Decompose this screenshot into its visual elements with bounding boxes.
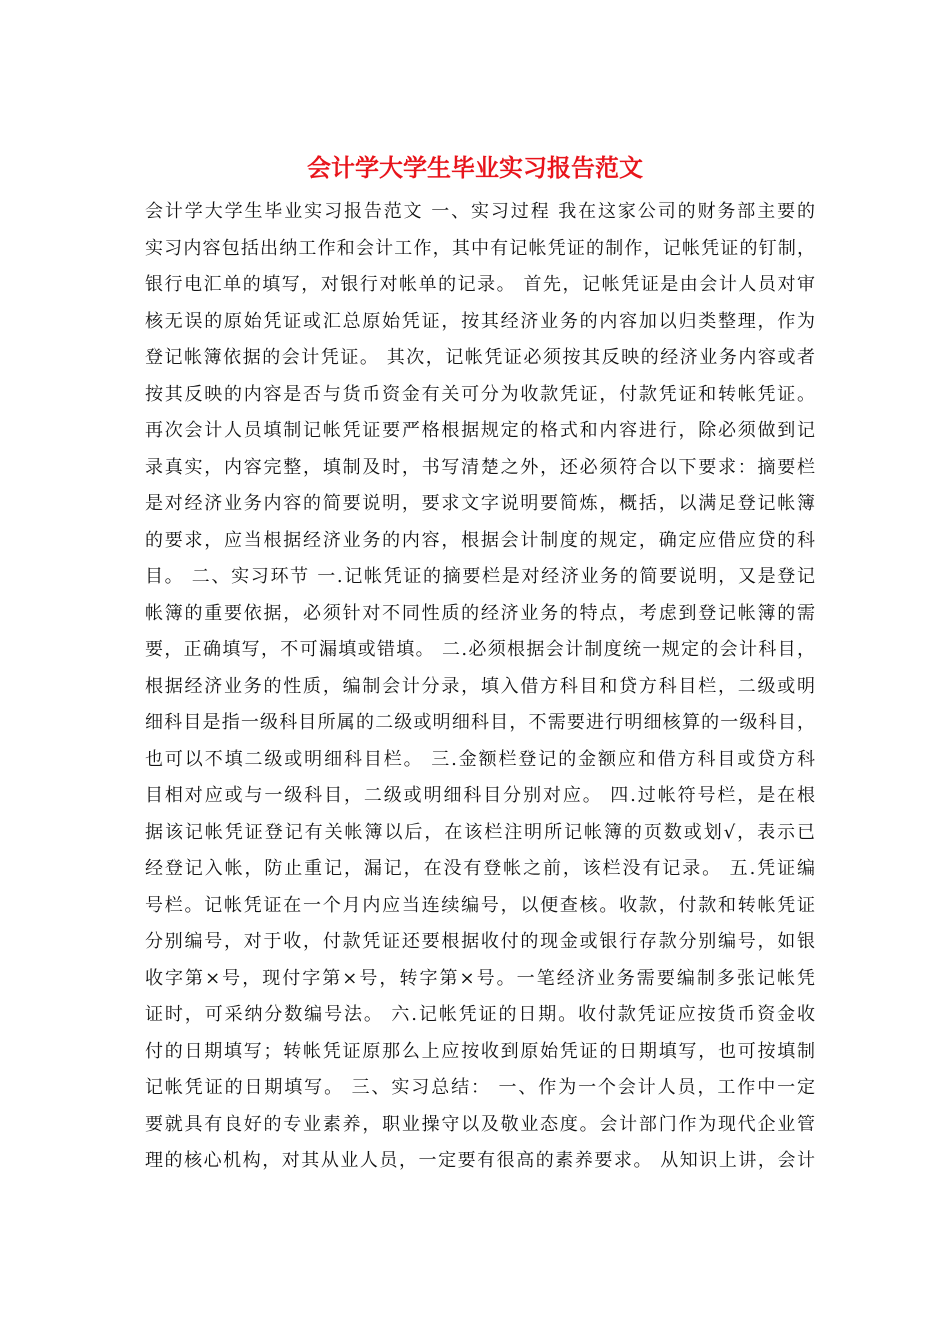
body-line: 也可以不填二级或明细科目栏。 三.金额栏登记的金额应和借方科目或贷方科	[145, 748, 815, 770]
body-line: 细科目是指一级科目所属的二级或明细科目，不需要进行明细核算的一级科目，	[145, 712, 815, 733]
document-body	[145, 194, 815, 1180]
body-line: 的要求，应当根据经济业务的内容，根据会计制度的规定，确定应借应贷的科	[145, 529, 815, 551]
body-line: 根据经济业务的性质，编制会计分录，填入借方科目和贷方科目栏，二级或明	[145, 675, 815, 697]
body-line: 付的日期填写；转帐凭证原那么上应按收到原始凭证的日期填写，也可按填制	[145, 1040, 815, 1062]
body-line: 录真实，内容完整，填制及时，书写清楚之外，还必须符合以下要求：摘要栏	[145, 456, 815, 478]
body-line: 是对经济业务内容的简要说明，要求文字说明要简炼，概括，以满足登记帐簿	[145, 493, 815, 514]
body-line: 帐簿的重要依据，必须针对不同性质的经济业务的特点，考虑到登记帐簿的需	[145, 602, 815, 624]
body-line: 目相对应或与一级科目，二级或明细科目分别对应。 四.过帐符号栏，是在根	[145, 785, 815, 806]
body-line: 按其反映的内容是否与货币资金有关可分为收款凭证，付款凭证和转帐凭证。	[145, 383, 815, 405]
body-line: 会计学大学生毕业实习报告范文 一、实习过程 我在这家公司的财务部主要的	[145, 201, 815, 222]
body-line: 经登记入帐，防止重记，漏记，在没有登帐之前，该栏没有记录。 五.凭证编	[145, 858, 815, 879]
body-line: 收字第×号，现付字第×号，转字第×号。一笔经济业务需要编制多张记帐凭	[145, 967, 815, 989]
body-line: 核无误的原始凭证或汇总原始凭证，按其经济业务的内容加以归类整理，作为	[145, 310, 815, 332]
body-line: 实习内容包括出纳工作和会计工作，其中有记帐凭证的制作，记帐凭证的钉制，	[145, 237, 815, 259]
body-line: 分别编号，对于收，付款凭证还要根据收付的现金或银行存款分别编号，如银	[145, 931, 815, 952]
body-line: 目。 二、实习环节 一.记帐凭证的摘要栏是对经济业务的简要说明，又是登记	[145, 566, 815, 587]
body-line: 记帐凭证的日期填写。 三、实习总结： 一、作为一个会计人员，工作中一定	[145, 1077, 815, 1098]
body-line: 银行电汇单的填写，对银行对帐单的记录。 首先，记帐凭证是由会计人员对审	[145, 274, 815, 295]
body-line: 证时，可采纳分数编号法。 六.记帐凭证的日期。收付款凭证应按货币资金收	[145, 1004, 815, 1025]
body-line: 理的核心机构，对其从业人员，一定要有很高的素养要求。 从知识上讲，会计	[145, 1150, 815, 1171]
document-title: 会计学大学生毕业实习报告范文	[307, 153, 643, 182]
body-line: 要就具有良好的专业素养，职业操守以及敬业态度。会计部门作为现代企业管	[145, 1113, 815, 1135]
body-line: 登记帐簿依据的会计凭证。 其次，记帐凭证必须按其反映的经济业务内容或者	[145, 347, 815, 368]
body-line: 要，正确填写，不可漏填或错填。 二.必须根据会计制度统一规定的会计科目，	[145, 639, 815, 660]
body-line: 号栏。记帐凭证在一个月内应当连续编号，以便查核。收款，付款和转帐凭证	[145, 894, 815, 916]
body-line: 据该记帐凭证登记有关帐簿以后，在该栏注明所记帐簿的页数或划√，表示已	[145, 821, 815, 843]
body-line: 再次会计人员填制记帐凭证要严格根据规定的格式和内容进行，除必须做到记	[145, 420, 815, 441]
